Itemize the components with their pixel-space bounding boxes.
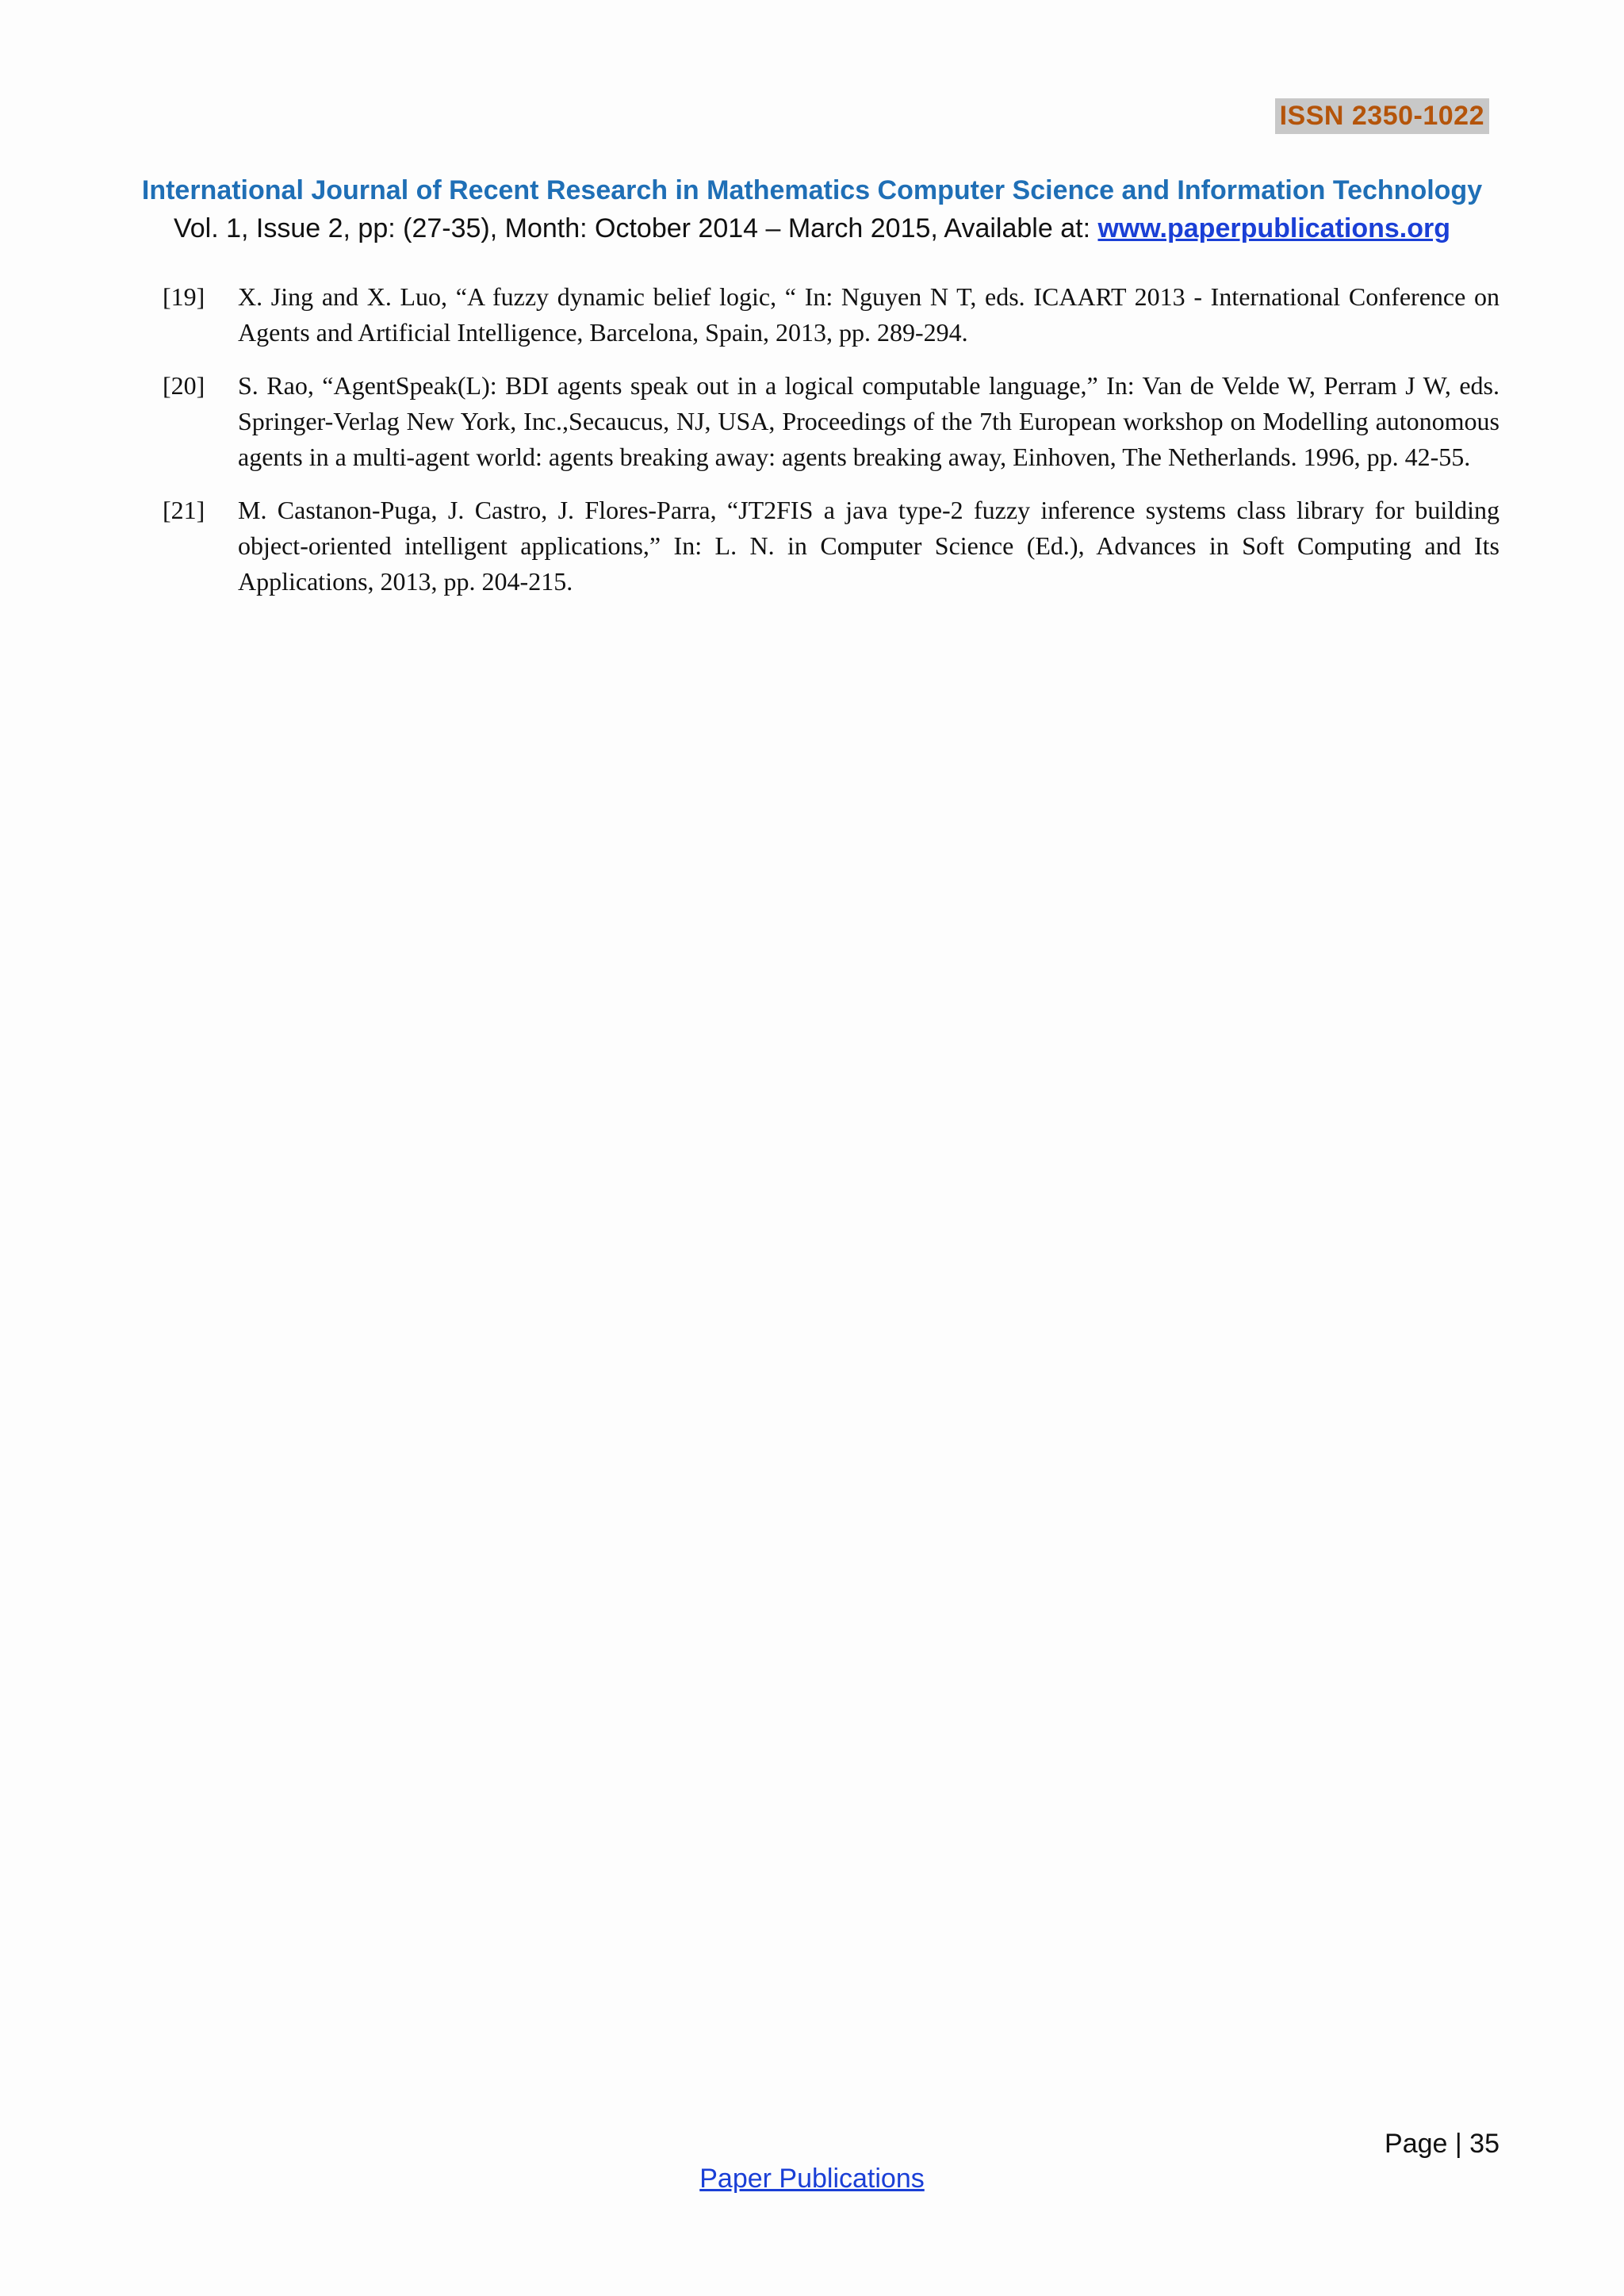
issn-label: ISSN 2350-1022 — [1275, 98, 1489, 134]
reference-item — [163, 368, 1500, 475]
journal-website-link[interactable]: www.paperpublications.org — [1097, 213, 1451, 243]
reference-text: M. Castanon-Puga, J. Castro, J. Flores-Parra, “JT2FIS a java type-2 fuzzy inference systems class library for building object-oriented intelligent applications,” In: L. N. in Computer Science (Ed.), Advances in Soft Computing and Its Applications, 2013, pp. 204-215. — [238, 496, 1500, 596]
reference-number: [21] — [163, 496, 205, 524]
reference-list — [163, 279, 1500, 617]
journal-title: International Journal of Recent Research in Mathematics Computer Science and Information Technology — [141, 175, 1483, 205]
reference-text: S. Rao, “AgentSpeak(L): BDI agents speak out in a logical computable language,” In: Van de Velde W, Perram J W, eds. Springer-Verlag New York, Inc.,Secaucus, NJ, USA, Proceedings of the 7th European workshop on Modelling autonomous agents in a multi-agent world: agents breaking away: agents breaking away, Einhoven, The Netherlands. 1996, pp. 42-55. — [238, 371, 1500, 471]
reference-number: [19] — [163, 282, 205, 311]
footer — [0, 2164, 1624, 2194]
page-number: Page | 35 — [1385, 2129, 1500, 2159]
reference-item — [163, 279, 1500, 351]
reference-item — [163, 493, 1500, 600]
journal-meta-text: Vol. 1, Issue 2, pp: (27-35), Month: October 2014 – March 2015, Available at: — [173, 213, 1098, 243]
journal-meta — [119, 209, 1505, 247]
reference-number: [20] — [163, 371, 205, 400]
publisher-link[interactable]: Paper Publications — [699, 2164, 925, 2194]
journal-header — [119, 171, 1505, 247]
reference-text: X. Jing and X. Luo, “A fuzzy dynamic belief logic, “ In: Nguyen N T, eds. ICAART 2013 - International Conference on Agents and Artificial Intelligence, Barcelona, Spain, 2013, pp. 289-294. — [238, 282, 1500, 347]
